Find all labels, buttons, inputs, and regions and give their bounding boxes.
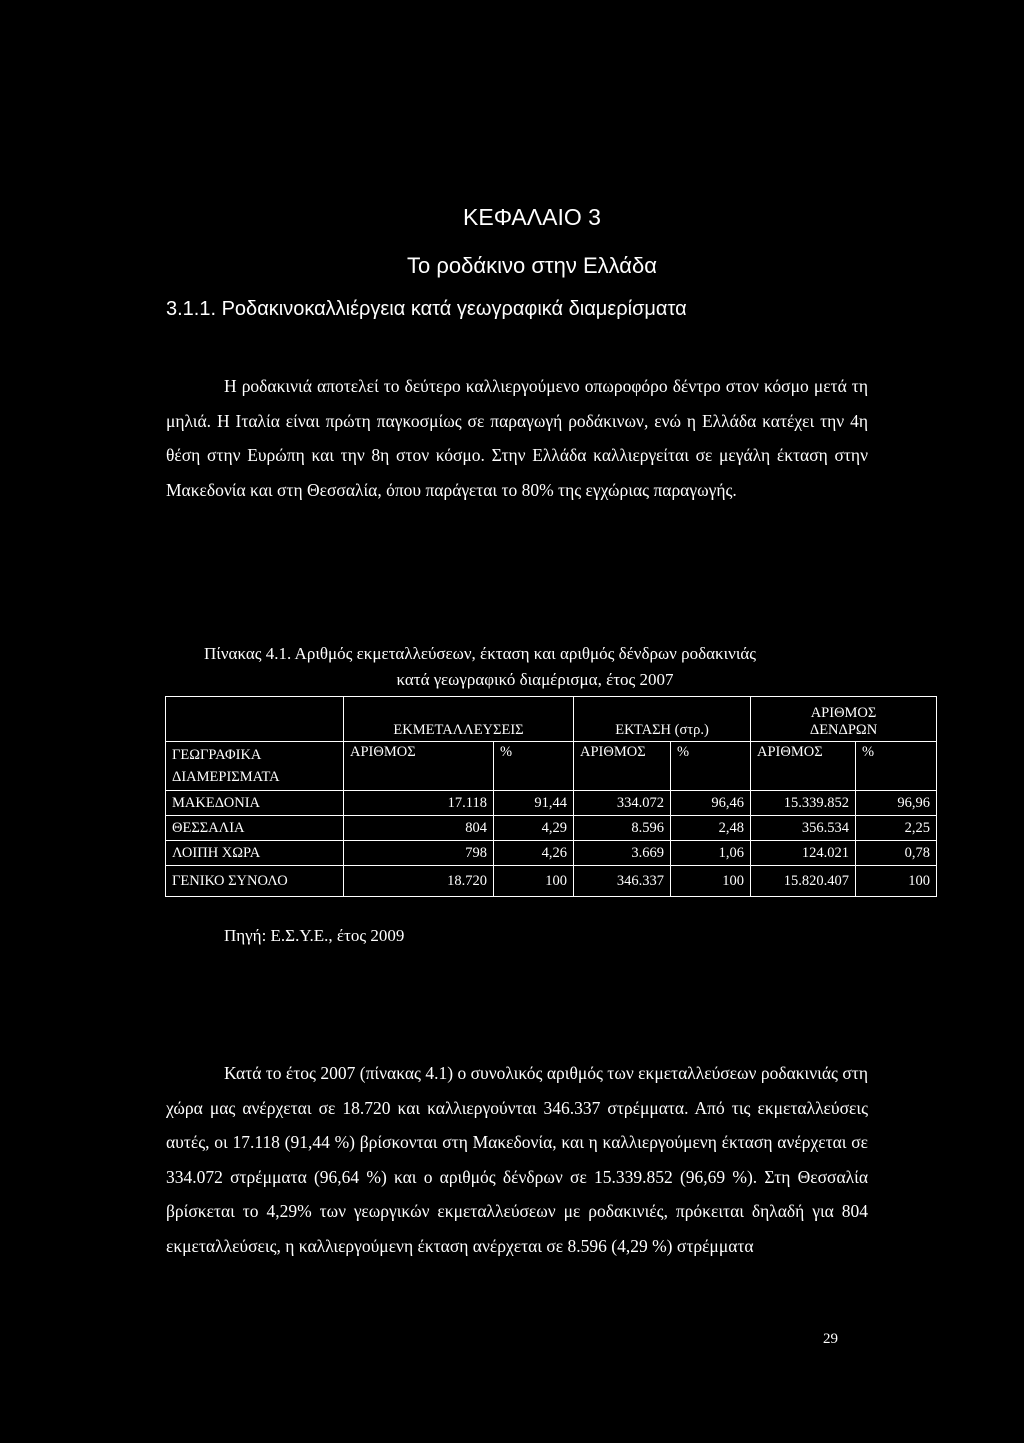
body-paragraph: Κατά το έτος 2007 (πίνακας 4.1) ο συνολικός αριθμός των εκμεταλλεύσεων ροδακινιάς στη χώρα μας ανέρχεται σε 18.720 και καλλιεργούνται 346.337 στρέμματα. Από τις εκμεταλλεύσεις αυτές, οι 17.118 (91,44 %) βρίσκονται στη Μακεδονία, και η καλλιεργούμενη έκταση ανέρχεται σε 334.072 στρέμματα (96,64 %) και ο αριθμός δένδρων σε 15.339.852 (96,69 %). Στη Θεσσαλία βρίσκεται το 4,29% των γεωργικών εκμεταλλεύσεων με ροδακινιές, πρόκειται δηλαδή για 804 εκμεταλλεύσεις, η καλλιεργούμενη έκταση ανέρχεται σε 8.596 (4,29 %) στρέμματα — [166, 1063, 868, 1256]
subheader-area-count: ΑΡΙΘΜΟΣ — [574, 742, 671, 791]
subheader-holdings-count: ΑΡΙΘΜΟΣ — [344, 742, 494, 791]
header-trees-line2: ΔΕΝΔΡΩΝ — [809, 722, 878, 738]
header-trees — [751, 697, 937, 742]
table-total-row — [166, 866, 937, 897]
value-cell: 334.072 — [574, 791, 671, 816]
statistics-table — [165, 696, 937, 897]
total-value-cell: 346.337 — [574, 866, 671, 897]
value-cell: 4,26 — [494, 841, 574, 866]
value-cell: 0,78 — [856, 841, 937, 866]
chapter-subtitle: Το ροδάκινο στην Ελλάδα — [407, 253, 657, 278]
total-value-cell: 100 — [856, 866, 937, 897]
value-cell: 356.534 — [751, 816, 856, 841]
value-cell: 2,25 — [856, 816, 937, 841]
total-label-cell: ΓΕΝΙΚΟ ΣΥΝΟΛΟ — [166, 866, 344, 897]
header-geo-regions — [166, 742, 344, 791]
table-source: Πηγή: Ε.Σ.Υ.Ε., έτος 2009 — [224, 926, 405, 945]
intro-paragraph: Η ροδακινιά αποτελεί το δεύτερο καλλιεργούμενο οπωροφόρο δέντρο στον κόσμο μετά τη μηλιά. Η Ιταλία είναι πρώτη παγκοσμίως σε παραγωγή ροδάκινων, ενώ η Ελλάδα κατέχει την 4η θέση στην Ευρώπη και την 8η στον κόσμο. Στην Ελλάδα καλλιεργείται σε μεγάλη έκταση στην Μακεδονία και στη Θεσσαλία, όπου παράγεται το 80% της εγχώριας παραγωγής. — [166, 376, 868, 500]
table-header-row — [166, 697, 937, 742]
value-cell: 804 — [344, 816, 494, 841]
header-cell-blank — [166, 697, 344, 742]
table-row — [166, 841, 937, 866]
region-cell: ΛΟΙΠΗ ΧΩΡΑ — [166, 841, 344, 866]
table-subheader-row — [166, 742, 937, 791]
section-heading: 3.1.1. Ροδακινοκαλλιέργεια κατά γεωγραφικά διαμερίσματα — [166, 298, 687, 320]
header-geo-line1: ΓΕΩΓΡΑΦΙΚΑ — [172, 747, 262, 763]
value-cell: 2,48 — [671, 816, 751, 841]
table-row — [166, 791, 937, 816]
total-value-cell: 18.720 — [344, 866, 494, 897]
value-cell: 96,46 — [671, 791, 751, 816]
value-cell: 15.339.852 — [751, 791, 856, 816]
subheader-trees-count: ΑΡΙΘΜΟΣ — [751, 742, 856, 791]
region-cell: ΘΕΣΣΑΛΙΑ — [166, 816, 344, 841]
total-value-cell: 100 — [671, 866, 751, 897]
table-caption: Πίνακας 4.1. Αριθμός εκμεταλλεύσεων, έκταση και αριθμός δένδρων ροδακινιάς — [204, 644, 757, 663]
header-holdings: ΕΚΜΕΤΑΛΛΕΥΣΕΙΣ — [344, 697, 574, 742]
value-cell: 96,96 — [856, 791, 937, 816]
value-cell: 8.596 — [574, 816, 671, 841]
subheader-area-pct: % — [671, 742, 751, 791]
subheader-trees-pct: % — [856, 742, 937, 791]
header-trees-line1: ΑΡΙΘΜΟΣ — [810, 705, 877, 721]
table-caption-subline: κατά γεωγραφικό διαμέρισμα, έτος 2007 — [396, 670, 674, 689]
table-row — [166, 816, 937, 841]
value-cell: 798 — [344, 841, 494, 866]
page-number: 29 — [823, 1331, 838, 1347]
value-cell: 17.118 — [344, 791, 494, 816]
subheader-holdings-pct: % — [494, 742, 574, 791]
value-cell: 1,06 — [671, 841, 751, 866]
header-area: ΕΚΤΑΣΗ (στρ.) — [574, 697, 751, 742]
total-value-cell: 15.820.407 — [751, 866, 856, 897]
value-cell: 124.021 — [751, 841, 856, 866]
value-cell: 91,44 — [494, 791, 574, 816]
value-cell: 4,29 — [494, 816, 574, 841]
total-value-cell: 100 — [494, 866, 574, 897]
region-cell: ΜΑΚΕΔΟΝΙΑ — [166, 791, 344, 816]
chapter-heading: ΚΕΦΑΛΑΙΟ 3 — [463, 204, 601, 230]
header-geo-line2: ΔΙΑΜΕΡΙΣΜΑΤΑ — [172, 769, 280, 785]
value-cell: 3.669 — [574, 841, 671, 866]
